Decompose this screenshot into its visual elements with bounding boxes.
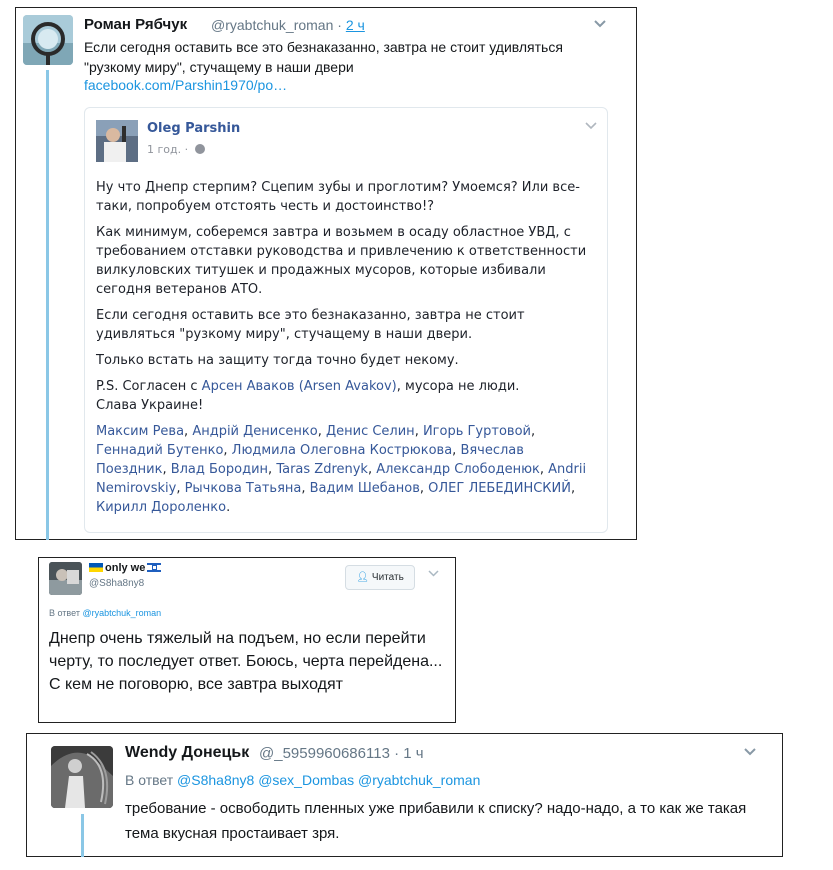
fb-paragraph: Слава Украине! [96,398,204,413]
fb-post-body [96,178,596,524]
ps-prefix: P.S. Согласен с [96,379,202,394]
reply-prefix: В ответ [125,772,178,788]
fb-tag-link[interactable]: Вячеслав Поездник [96,443,524,477]
globe-icon [195,144,205,154]
thread-line [81,814,84,857]
follow-button-label: Читать [371,572,404,583]
author-handle-and-time [259,745,424,762]
tweet-card-onlywe [38,557,456,723]
fb-paragraph: Если сегодня оставить все это безнаказанно, завтра не стоит удивляться "рузкому миру", стучащему в наши двери. [96,308,525,342]
separator: · [389,745,404,762]
add-user-icon: 👤︎ [356,572,369,583]
fb-paragraph: Как минимум, соберемся завтра и возьмем в осаду областное УВД, с требованием отставки руководства и привлечению к ответственности вилкуловских титушек и продажных мусоров, которые избивали сегодня ветеранов АТО. [96,225,587,297]
chevron-down-icon[interactable] [585,119,597,133]
fb-tag-link[interactable]: Andrii Nemirovskiy [96,462,587,496]
author-name[interactable]: Wendy Донецьк [125,744,250,761]
follow-button[interactable] [345,565,415,590]
reply-context [49,608,161,618]
fb-tag-link[interactable]: Денис Селин [325,424,415,439]
author-name-text: only we [105,562,146,574]
fb-paragraph-ps [96,377,596,396]
chevron-down-icon[interactable] [428,569,439,580]
fb-tag-link[interactable]: Taras Zdrenyk [276,462,368,477]
author-handle[interactable]: @S8ha8ny8 [89,578,145,589]
tweet-text [84,37,604,77]
ps-suffix: , мусора не люди. [396,379,520,394]
fb-avatar[interactable] [96,120,138,162]
tweet-text-line: Если сегодня оставить все это безнаказанно, завтра не стоит удивляться [84,39,563,55]
avatar[interactable] [51,746,113,808]
facebook-embed[interactable] [84,107,608,533]
fb-tag-link[interactable]: Вадим Шебанов [309,481,420,496]
author-handle[interactable]: @ryabtchuk_roman [211,17,334,33]
israel-flag-icon [147,563,161,572]
ukraine-flag-icon [89,563,103,572]
tweet-card-ryabtchuk [15,7,637,540]
reply-handles-link[interactable]: @S8ha8ny8 @sex_Dombas @ryabtchuk_roman [177,772,481,788]
author-handle[interactable]: @_5959960686113 [259,745,390,762]
author-name[interactable]: Роман Рябчук [84,16,188,33]
ps-mention-link[interactable]: Арсен Аваков (Arsen Avakov) [201,379,397,394]
tweet-card-wendy [26,733,783,857]
fb-tag-link[interactable]: Влад Бородин [170,462,269,477]
fb-time-text[interactable]: 1 год. · [147,143,189,156]
reply-handle-link[interactable]: @ryabtchuk_roman [82,608,162,618]
fb-paragraph: Ну что Днепр стерпим? Сцепим зубы и проглотим? Умоемся? Или все-таки, попробуем отстоять честь и достоинство!? [96,180,580,214]
fb-tag-link[interactable]: Максим Рева [96,424,185,439]
fb-tag-link[interactable]: Рычкова Татьяна [184,481,302,496]
separator: · [333,17,346,33]
avatar[interactable] [49,562,82,595]
reply-context [125,772,480,788]
fb-tag-link[interactable]: Александр Слободенюк [376,462,540,477]
tweet-text: требование - освободить пленных уже прибавили к списку? надо-надо, а то как же такая тема вкусная простаивает зря. [125,800,747,842]
chevron-down-icon[interactable] [743,744,757,760]
fb-tag-link[interactable]: Андрій Денисенко [192,424,318,439]
tweet-text-line: "рузкому миру", стучащему в наши двери [84,59,354,75]
fb-post-time [147,143,205,156]
tweet-link[interactable]: facebook.com/Parshin1970/po… [84,77,288,93]
tweet-text: Днепр очень тяжелый на подъем, но если перейти черту, то последует ответ. Боюсь, черта перейдена... С кем не поговорю, все завтра выходят [49,630,443,693]
reply-prefix: В ответ [49,608,83,618]
tweet-time[interactable]: 2 ч [345,17,365,33]
chevron-down-icon[interactable] [593,16,607,32]
fb-tag-link[interactable]: ОЛЕГ ЛЕБЕДИНСКИЙ [428,481,571,496]
fb-tag-list: Максим Рева, Андрій Денисенко, Денис Селин, Игорь Гуртовой, Геннадий Бутенко, Людмила Олеговна Кострюкова, Вячеслав Поездник, Влад Бородин, Taras Zdrenyk, Александр Слободенюк, Andrii Nemirovskiy, Рычкова Татьяна, Вадим Шебанов, ОЛЕГ ЛЕБЕДИНСКИЙ, Кирилл Дороленко. [96,424,587,515]
fb-paragraph: Только встать на защиту тогда точно будет некому. [96,353,459,368]
fb-tag-link[interactable]: Людмила Олеговна Кострюкова [231,443,453,458]
tweet-time[interactable]: 1 ч [403,745,424,762]
fb-tag-link[interactable]: Игорь Гуртовой [422,424,531,439]
fb-author-name[interactable]: Oleg Parshin [147,121,241,136]
author-name[interactable] [89,562,161,574]
fb-tag-link[interactable]: Кирилл Дороленко [96,500,227,515]
thread-line [46,70,49,540]
author-handle-and-time [211,17,365,33]
fb-tag-link[interactable]: Геннадий Бутенко [96,443,224,458]
avatar[interactable] [23,15,73,65]
